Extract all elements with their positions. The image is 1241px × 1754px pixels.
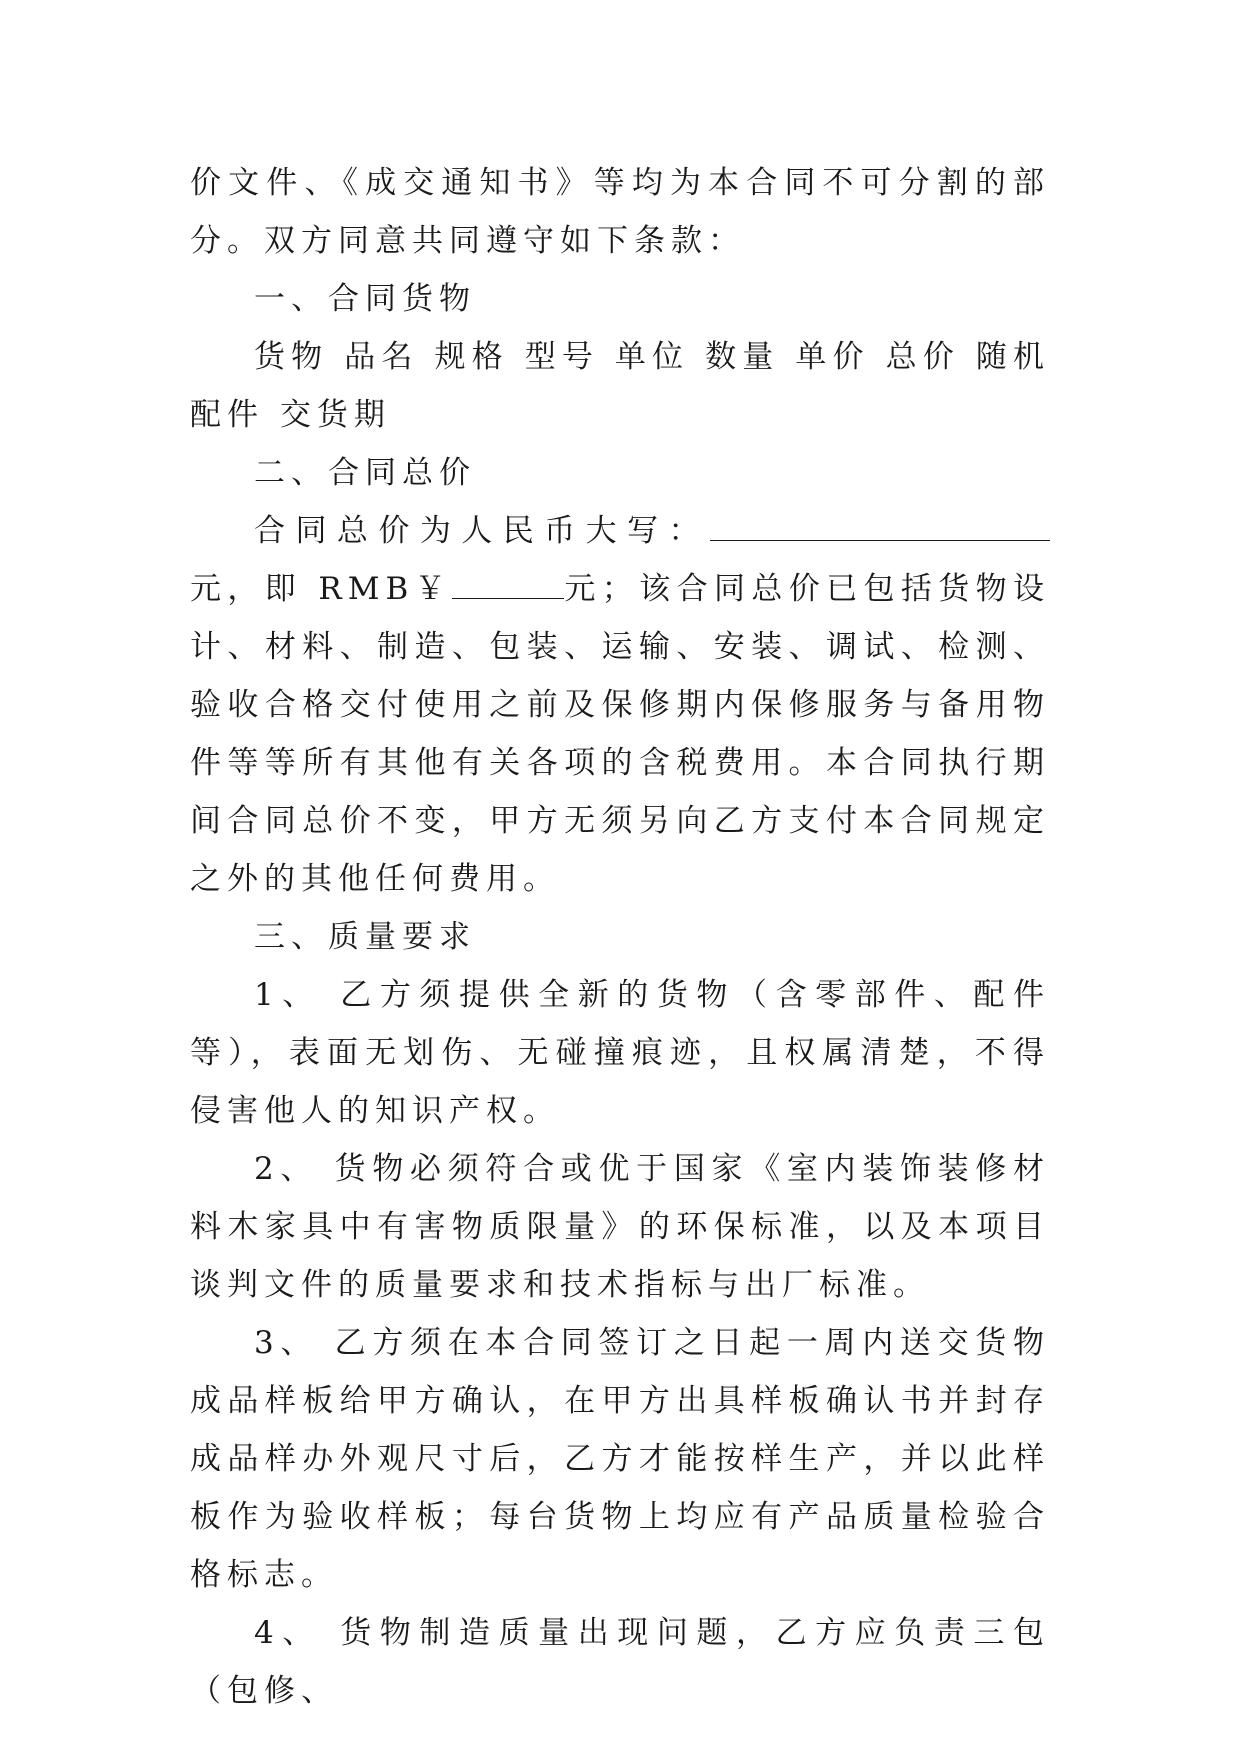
total-price-unit: 元，	[190, 571, 265, 607]
section-2-total-price	[190, 502, 1050, 908]
rmb-prefix: 即 RMB￥	[264, 571, 453, 607]
quality-item-2: 2、 货物必须符合或优于国家《室内装饰装修材料木家具中有害物质限量》的环保标准，以及本项目谈判文件的质量要求和技术指标与出厂标准。	[190, 1151, 1050, 1303]
total-price-label: 合同总价为人民币大写：	[254, 513, 710, 549]
quality-item-1: 1、 乙方须提供全新的货物（含零部件、配件等），表面无划伤、无碰撞痕迹，且权属清楚，不得侵害他人的知识产权。	[190, 977, 1050, 1129]
section-3-heading: 三、质量要求	[254, 919, 476, 955]
paragraph-intro: 价文件、《成交通知书》等均为本合同不可分割的部分。双方同意共同遵守如下条款：	[190, 165, 1050, 259]
section-1-heading: 一、合同货物	[254, 281, 476, 317]
quality-item-3: 3、 乙方须在本合同签订之日起一周内送交货物成品样板给甲方确认，在甲方出具样板确认书并封存成品样办外观尺寸后，乙方才能按样生产，并以此样板作为验收样板；每台货物上均应有产品质量检验合格标志。	[190, 1325, 1050, 1593]
amount-in-figures-blank	[452, 568, 564, 599]
total-price-description: 元；该合同总价已包括货物设计、材料、制造、包装、运输、安装、调试、检测、验收合格交付使用之前及保修期内保修服务与备用物件等等所有其他有关各项的含税费用。本合同执行期间合同总价不变，甲方无须另向乙方支付本合同规定之外的其他任何费用。	[190, 571, 1051, 897]
document-page	[190, 154, 1050, 1720]
amount-in-words-blank	[710, 510, 1050, 541]
quality-item-4: 4、 货物制造质量出现问题，乙方应负责三包（包修、	[190, 1615, 1050, 1709]
section-1-columns: 货物 品名 规格 型号 单位 数量 单价 总价 随机配件 交货期	[190, 339, 1050, 433]
section-2-heading: 二、合同总价	[254, 455, 476, 491]
